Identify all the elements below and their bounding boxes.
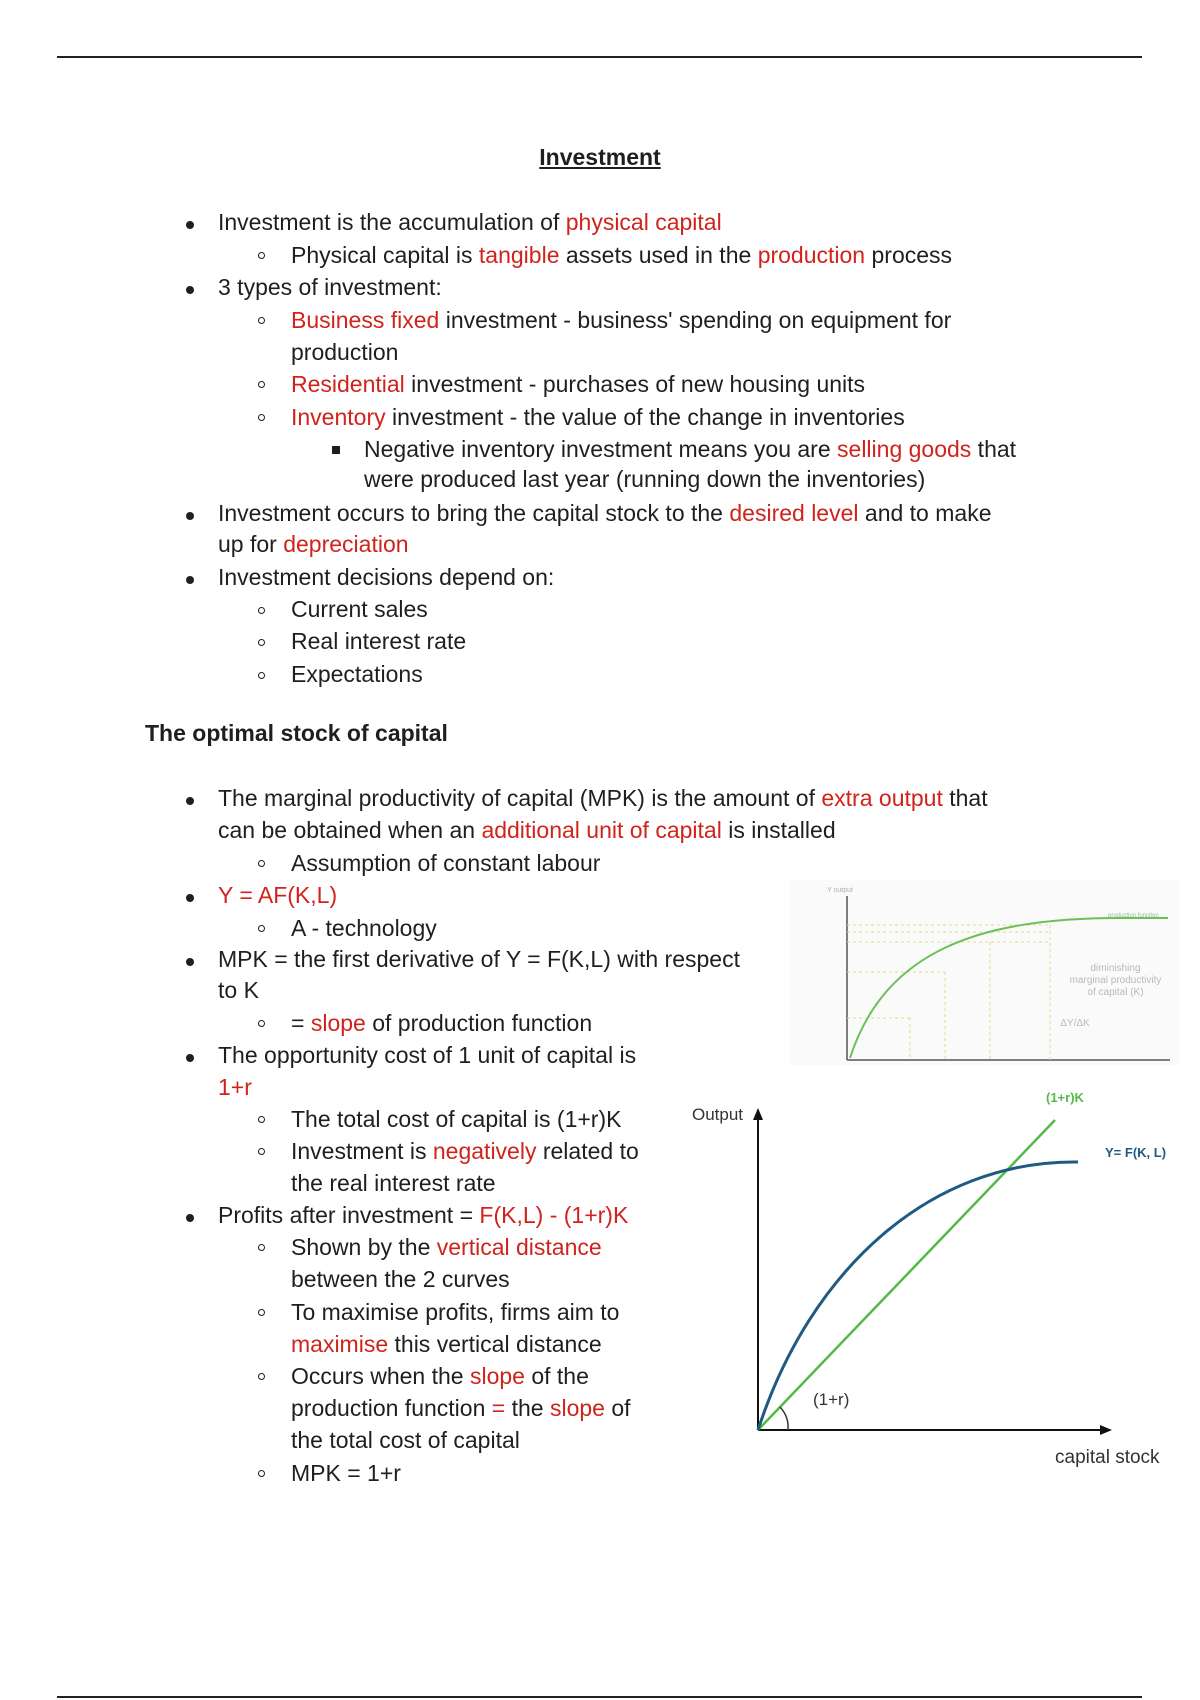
text-line: were produced last year (running down the inventories): [364, 466, 926, 492]
x-axis-arrowhead: [1100, 1425, 1112, 1435]
cost-line: [758, 1120, 1055, 1430]
bullet-circle: [258, 1373, 265, 1380]
text-line: 3 types of investment:: [218, 274, 442, 300]
text-line: Current sales: [291, 596, 428, 622]
large-y-label: Output: [692, 1105, 744, 1124]
text-line: The total cost of capital is (1+r)K: [291, 1106, 622, 1132]
text-line: Residential investment - purchases of new housing units: [291, 371, 866, 397]
bullet-dot: [186, 894, 194, 902]
text-line: The marginal productivity of capital (MPK) is the amount of extra output that: [218, 785, 988, 811]
figure-production-function-small: [790, 880, 1180, 1065]
text-line: MPK = 1+r: [291, 1460, 401, 1486]
text-line: Inventory investment - the value of the change in inventories: [291, 404, 905, 430]
text-line: can be obtained when an additional unit of capital is installed: [218, 817, 836, 843]
bullet-circle: [258, 639, 265, 646]
text-line: production function = the slope of: [291, 1395, 631, 1421]
bullet-circle: [258, 317, 265, 324]
page-title: Investment: [539, 144, 661, 170]
small-y-label: Y output: [827, 887, 853, 894]
small-curve-label: production function: [1108, 913, 1159, 919]
bullet-circle: [258, 252, 265, 259]
bullet-circle: [258, 1309, 265, 1316]
angle-arc: [780, 1407, 788, 1430]
text-line: To maximise profits, firms aim to: [291, 1299, 620, 1325]
text-line: 1+r: [218, 1074, 252, 1100]
bullet-circle: [258, 1020, 265, 1027]
bullet-circle: [258, 1244, 265, 1251]
bullet-circle: [258, 607, 265, 614]
text-line: Investment is negatively related to: [291, 1138, 639, 1164]
bullet-dot: [186, 576, 194, 584]
bullet-circle: [258, 860, 265, 867]
text-line: Negative inventory investment means you are selling goods that: [364, 436, 1017, 462]
text-line: Physical capital is tangible assets used in the production process: [291, 242, 953, 268]
large-x-label: capital stock: [1055, 1447, 1160, 1468]
text-line: Assumption of constant labour: [291, 850, 601, 876]
top-rule: [57, 56, 1142, 58]
bullet-dot: [186, 1054, 194, 1062]
text-line: Real interest rate: [291, 628, 467, 654]
text-line: Y = AF(K,L): [218, 882, 338, 908]
bullet-circle: [258, 925, 265, 932]
text-line: the real interest rate: [291, 1170, 496, 1196]
bullet-square: [332, 446, 340, 454]
bullet-circle: [258, 381, 265, 388]
bullet-circle: [258, 414, 265, 421]
cost-line-label: (1+r)K: [1046, 1090, 1084, 1105]
bullet-dot: [186, 1214, 194, 1222]
bullet-circle: [258, 1116, 265, 1123]
text-line: Expectations: [291, 661, 423, 687]
production-label: Y= F(K, L): [1105, 1145, 1167, 1160]
bullet-circle: [258, 1148, 265, 1155]
y-axis-arrowhead: [753, 1108, 763, 1120]
bullet-circle: [258, 672, 265, 679]
small-note: diminishing marginal productivity of capital (K): [1069, 963, 1162, 998]
text-line: The opportunity cost of 1 unit of capital is: [218, 1042, 637, 1068]
text-line: maximise this vertical distance: [291, 1331, 602, 1357]
text-line: between the 2 curves: [291, 1266, 510, 1292]
text-line: production: [291, 339, 399, 365]
text-line: Investment occurs to bring the capital stock to the desired level and to make: [218, 500, 992, 526]
figure-optimal-capital: [680, 1090, 1190, 1480]
text-line: Investment decisions depend on:: [218, 564, 555, 590]
production-curve: [758, 1162, 1078, 1430]
bullet-dot: [186, 958, 194, 966]
bottom-rule: [57, 1696, 1142, 1698]
text-line: A - technology: [291, 915, 437, 941]
text-line: MPK = the first derivative of Y = F(K,L) with respect: [218, 946, 740, 972]
text-line: up for depreciation: [218, 531, 409, 557]
bullet-circle: [258, 1470, 265, 1477]
bullet-dot: [186, 221, 194, 229]
small-formula: ΔY/ΔK: [1060, 1018, 1090, 1029]
text-line: Occurs when the slope of the: [291, 1363, 589, 1389]
text-line: Investment is the accumulation of physical capital: [218, 209, 722, 235]
text-line: Shown by the vertical distance: [291, 1234, 602, 1260]
text-line: Profits after investment = F(K,L) - (1+r)K: [218, 1202, 629, 1228]
bullet-dot: [186, 797, 194, 805]
text-line: = slope of production function: [291, 1010, 593, 1036]
bullet-dot: [186, 286, 194, 294]
section-heading: The optimal stock of capital: [145, 720, 448, 746]
text-line: the total cost of capital: [291, 1427, 520, 1453]
text-line: Business fixed investment - business' spending on equipment for: [291, 307, 952, 333]
text-line: to K: [218, 977, 259, 1003]
bullet-dot: [186, 512, 194, 520]
angle-label: (1+r): [813, 1390, 850, 1409]
